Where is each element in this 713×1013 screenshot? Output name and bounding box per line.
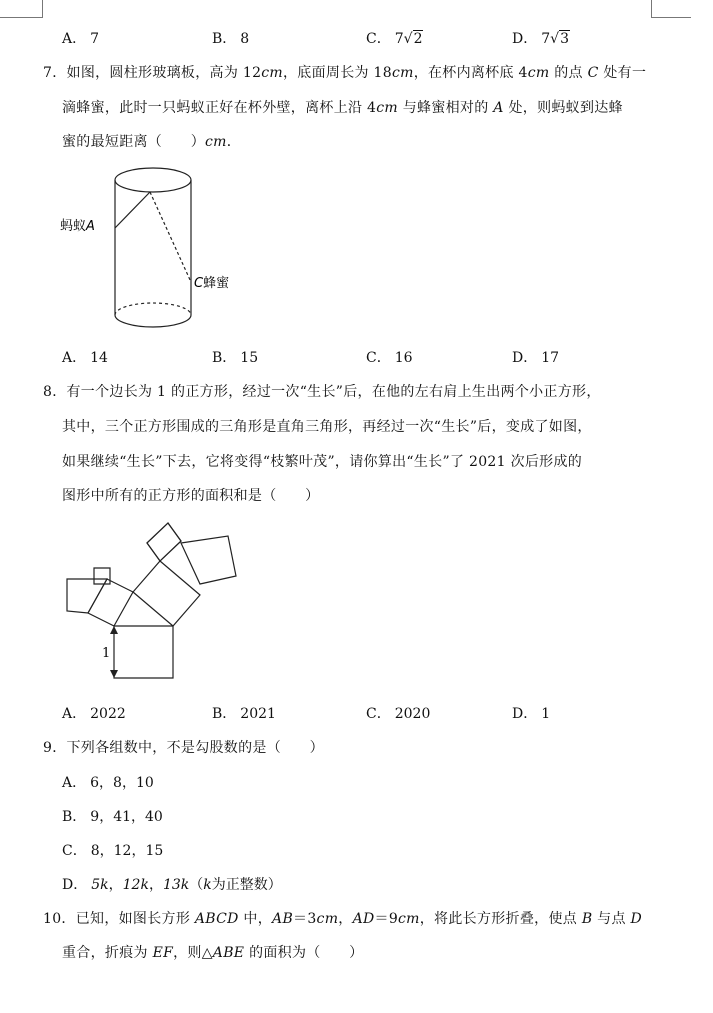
q7-option-a: A． 14 xyxy=(62,350,108,366)
square-base xyxy=(114,626,173,678)
sqrt-sign: √ xyxy=(550,31,560,47)
q8-stem-line1: 8．有一个边长为 1 的正方形，经过一次“生长”后，在他的左右肩上生出两个小正方形， xyxy=(43,384,601,400)
q9-option-d: D． 5k，12k，13k（k为正整数） xyxy=(62,877,282,893)
pythagoras-tree-figure xyxy=(58,518,248,688)
label-ant: 蚂蚁A xyxy=(60,219,95,234)
q8-option-b: B． 2021 xyxy=(212,706,276,722)
cylinder-figure xyxy=(58,160,248,335)
crop-mark-right-vertical xyxy=(651,0,652,18)
q7-option-b: B． 15 xyxy=(212,350,259,366)
crop-mark-left-vertical xyxy=(42,0,43,18)
q8-stem-line3: 如果继续“生长”下去，它将变得“枝繁叶茂”，请你算出“生长”了 2021 次后形成的 xyxy=(62,454,583,470)
crop-mark-right-horizontal xyxy=(651,17,691,18)
q8-stem-line2: 其中，三个正方形围成的三角形是直角三角形，再经过一次“生长”后，变成了如图， xyxy=(62,419,592,435)
label-honey: C蜂蜜 xyxy=(194,276,230,291)
q8-stem-line4: 图形中所有的正方形的面积和是（ ） xyxy=(62,488,320,504)
label-side-length: 1 xyxy=(102,646,111,661)
q6-option-a: A． 7 xyxy=(62,31,100,47)
q10-stem-line1: 10．已知，如图长方形 ABCD 中，AB＝3cm，AD＝9cm，将此长方形折叠，使点 B 与点 D xyxy=(43,911,643,927)
square-right-level2-c xyxy=(181,536,236,584)
cylinder-bottom-front xyxy=(115,315,191,327)
q7-stem-line2: 滴蜂蜜，此时一只蚂蚁正好在杯外壁，离杯上沿 4cm 与蜂蜜相对的 A 处，则蚂蚁到达蜂 xyxy=(62,100,623,116)
q9-option-b: B． 9，41，40 xyxy=(62,809,163,825)
q8-option-d: D． 1 xyxy=(512,706,551,722)
square-left-level1 xyxy=(88,579,133,626)
q8-option-c: C． 2020 xyxy=(366,706,431,722)
sqrt-sign: √ xyxy=(403,31,413,47)
q7-option-d: D． 17 xyxy=(512,350,560,366)
q6-option-b: B． 8 xyxy=(212,31,250,47)
q9-option-c: C． 8，12，15 xyxy=(62,843,164,859)
q6-option-d: D． 7√3 xyxy=(512,31,569,47)
q9-option-a: A． 6，8，10 xyxy=(62,775,154,791)
cylinder-top-ellipse xyxy=(115,168,191,192)
square-right-level2-a xyxy=(147,523,181,561)
arrow-head-top xyxy=(110,626,118,634)
square-left-level2-b xyxy=(94,568,110,584)
square-right-level1 xyxy=(133,561,200,626)
ant-path-dashed xyxy=(150,192,191,282)
q7-stem-line1: 7．如图，圆柱形玻璃板，高为 12cm，底面周长为 18cm，在杯内离杯底 4cm 的点 C 处有一 xyxy=(43,65,647,81)
ant-path-solid xyxy=(115,192,150,228)
q7-stem-line3: 蜜的最短距离（ ）cm． xyxy=(62,134,242,150)
square-right-level2-b xyxy=(147,523,181,561)
q9-stem: 9．下列各组数中，不是勾股数的是（ ） xyxy=(43,740,324,756)
q7-option-c: C． 16 xyxy=(366,350,413,366)
crop-mark-left-horizontal xyxy=(0,17,43,18)
arrow-head-bottom xyxy=(110,670,118,678)
q6-option-c: C． 7√2 xyxy=(366,31,423,47)
cylinder-bottom-back xyxy=(115,303,191,315)
q8-option-a: A． 2022 xyxy=(62,706,126,722)
q10-stem-line2: 重合，折痕为 EF，则△ABE 的面积为（ ） xyxy=(62,945,364,961)
